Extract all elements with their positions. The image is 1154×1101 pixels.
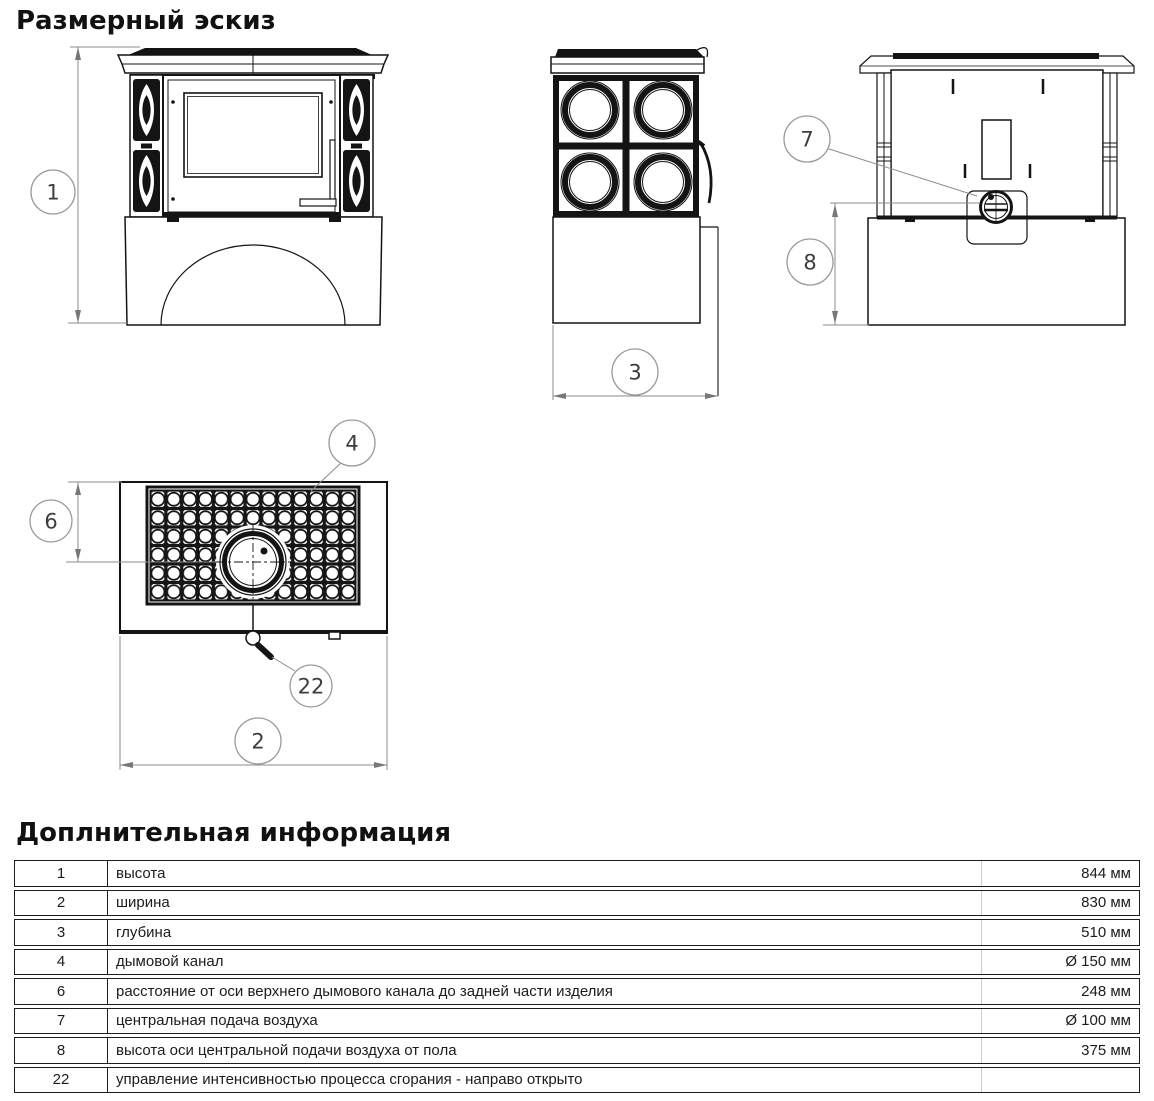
row-value: 375 мм (981, 1038, 1139, 1063)
front-door (163, 75, 340, 217)
air-inlet (981, 192, 1012, 223)
table-row (14, 919, 1140, 946)
row-number: 3 (15, 920, 108, 945)
callout-22-label: 22 (297, 674, 325, 699)
row-number: 8 (15, 1038, 108, 1063)
top-notch (329, 632, 340, 639)
table-row (14, 949, 1140, 976)
callout-8-label: 8 (803, 250, 817, 275)
row-description: ширина (116, 894, 170, 912)
info-table (14, 860, 1140, 1096)
back-view (830, 53, 1134, 325)
row-value: 248 мм (981, 979, 1139, 1004)
dimension-air-height (787, 203, 869, 325)
row-value: 510 мм (981, 920, 1139, 945)
row-value: Ø 100 мм (981, 1009, 1139, 1034)
row-description: высота (116, 864, 166, 882)
top-flue-duct (216, 525, 290, 599)
table-row (14, 890, 1140, 917)
dimension-width (120, 636, 387, 770)
table-row (14, 1067, 1140, 1094)
row-value: 844 мм (981, 861, 1139, 886)
row-value: Ø 150 мм (981, 950, 1139, 975)
table-row (14, 978, 1140, 1005)
front-view (118, 48, 388, 325)
row-number: 1 (15, 861, 108, 886)
dimension-control (272, 657, 332, 707)
table-row (14, 1008, 1140, 1035)
row-value (981, 1068, 1139, 1093)
front-right-column (340, 75, 373, 217)
top-view (66, 482, 388, 657)
dimension-flue (311, 420, 375, 491)
row-description: расстояние от оси верхнего дымового канала до задней части изделия (116, 982, 613, 1000)
row-description: центральная подача воздуха (116, 1012, 318, 1030)
callout-4-label: 4 (345, 431, 359, 456)
side-view (551, 48, 718, 396)
table-row (14, 860, 1140, 887)
back-flue-slot (982, 120, 1011, 179)
front-base (125, 217, 382, 325)
table-row (14, 1037, 1140, 1064)
callout-2-label: 2 (251, 729, 265, 754)
row-number: 7 (15, 1009, 108, 1034)
dimension-height (31, 47, 140, 323)
row-description: управление интенсивностью процесса сгорания - направо открыто (116, 1071, 583, 1089)
callout-6-label: 6 (44, 509, 58, 534)
row-description: высота оси центральной подачи воздуха от пола (116, 1041, 457, 1059)
row-description: глубина (116, 923, 172, 941)
page-title: Размерный эскиз (16, 6, 276, 36)
row-description: дымовой канал (116, 953, 224, 971)
row-number: 6 (15, 979, 108, 1004)
callout-3-label: 3 (628, 360, 642, 385)
row-value: 830 мм (981, 891, 1139, 916)
callout-7-label: 7 (800, 127, 814, 152)
callout-1-label: 1 (46, 180, 60, 205)
row-number: 22 (15, 1068, 108, 1093)
row-number: 4 (15, 950, 108, 975)
combustion-control-knob (246, 631, 271, 657)
front-left-column (130, 75, 163, 217)
row-number: 2 (15, 891, 108, 916)
dimension-depth (553, 325, 718, 400)
dimension-flue-axis (30, 482, 122, 562)
info-title: Доплнительная информация (16, 818, 452, 848)
side-tiles (553, 75, 699, 217)
side-door-handle (700, 142, 711, 203)
